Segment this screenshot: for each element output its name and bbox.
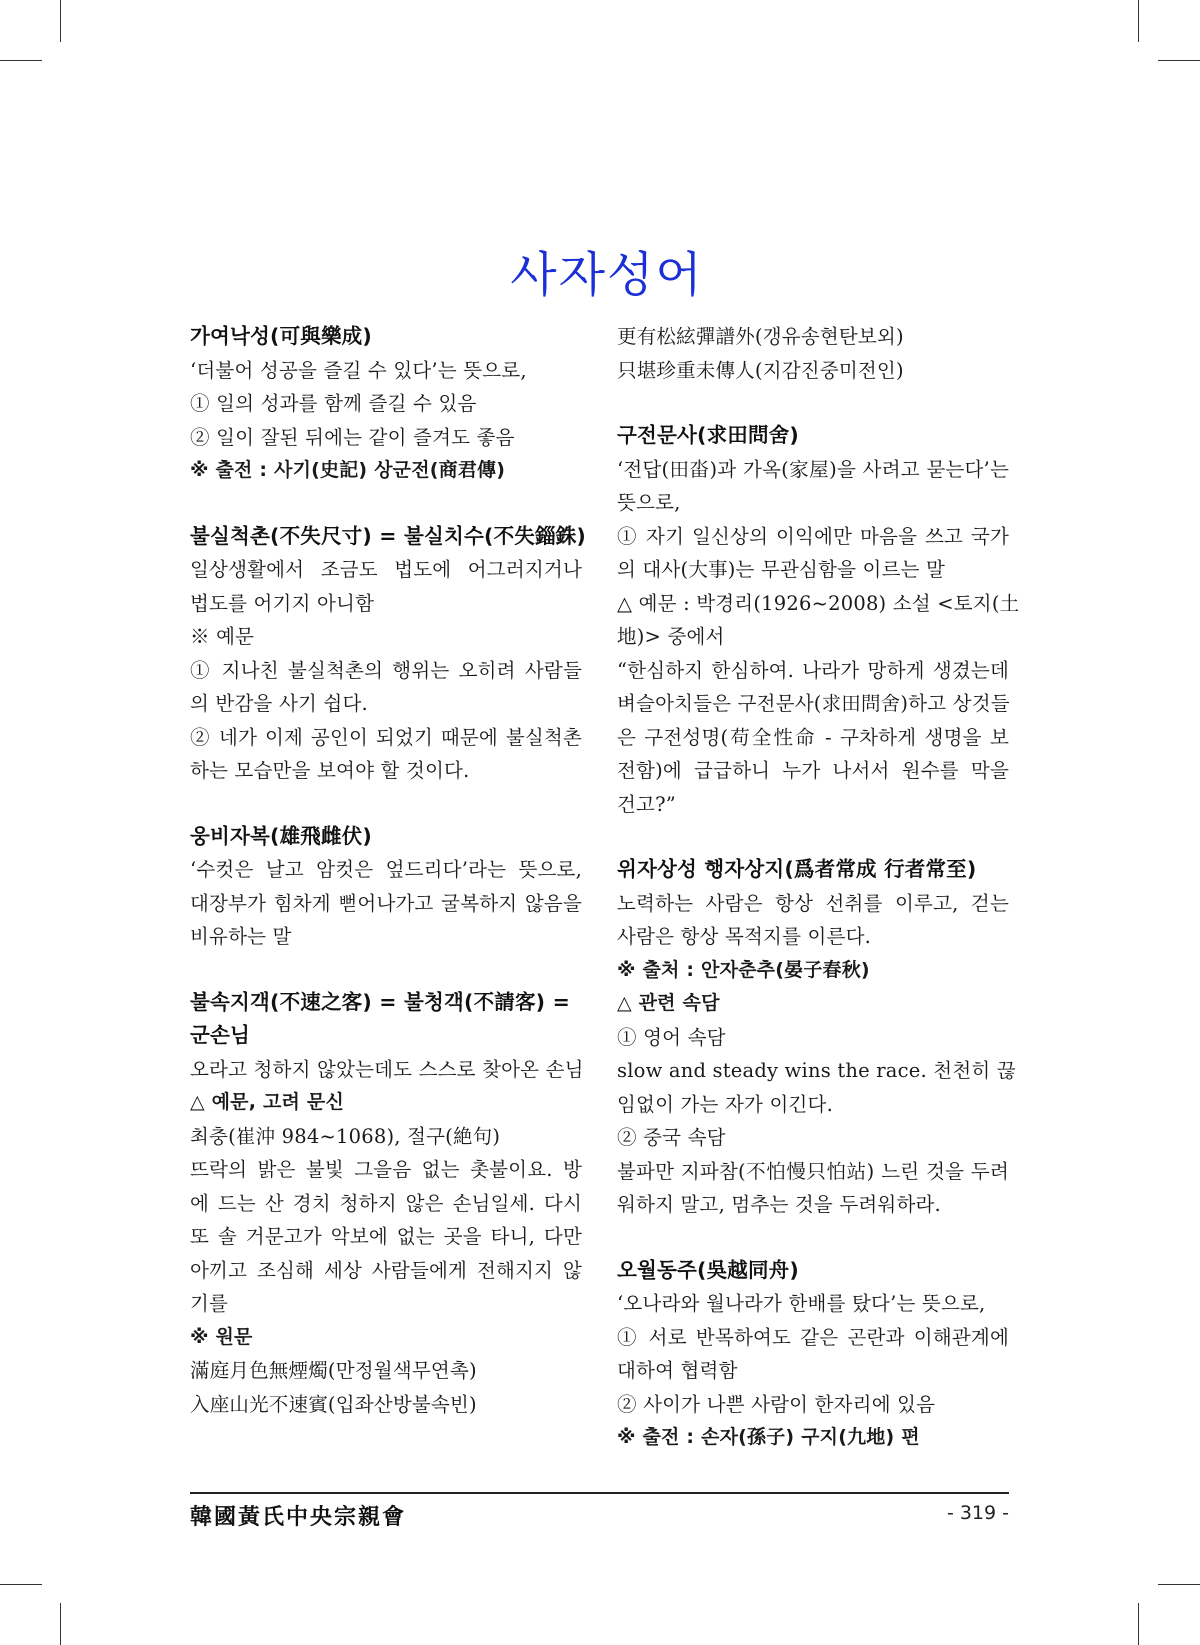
entry [190, 820, 582, 954]
entry-text-line: 불파만 지파참(不怕慢只怕站) 느린 것을 두려 [617, 1159, 1009, 1183]
entry [617, 1254, 1009, 1455]
entry-text-line: ① 자기 일신상의 이익에만 마음을 쓰고 국가 [617, 524, 1009, 548]
entry-heading: 불속지객(不速之客) = 불청객(不請客) = [190, 989, 570, 1014]
page-number: - 319 - [946, 1502, 1009, 1524]
entry-heading-continued: 군손님 [190, 1023, 251, 1047]
entry-heading: 위자상성 행자상지(爲者常成 行者常至) [617, 857, 977, 881]
entry-heading: 가여낙성(可與樂成) [190, 324, 372, 348]
entry [617, 419, 1020, 821]
crop-mark [1158, 60, 1200, 61]
entry-text-line: ① 일의 성과를 함께 즐길 수 있음 [190, 392, 477, 415]
entry-text-line: ‘전답(田畓)과 가옥(家屋)을 사려고 묻는다’는 [617, 457, 1009, 481]
entry-text-line: 건고?” [617, 792, 676, 816]
entry-text-line: 법도를 어기지 아니함 [190, 591, 375, 615]
entry-text-line: 오라고 청하지 않았는데도 스스로 찾아온 손님 [190, 1057, 584, 1081]
entry-text-line: ② 중국 속담 [617, 1126, 726, 1149]
entry-text-line: ※ 예문 [190, 625, 255, 648]
entry-text-line: 뜨락의 밝은 불빛 그을음 없는 촛불이요. 방 [190, 1158, 582, 1181]
entry-text-line: 아끼고 조심해 세상 사람들에게 전해지지 않 [190, 1258, 582, 1282]
footer-divider [190, 1492, 1009, 1494]
crop-mark [1138, 1603, 1139, 1645]
entry-text-line: △ 예문 : 박경리(1926~2008) 소설 <토지(土 [617, 591, 1020, 615]
entry-text-line: ※ 출전 : 손자(孫子) 구지(九地) 편 [617, 1426, 920, 1448]
entry-text-line: ‘수컷은 날고 암컷은 엎드리다’라는 뜻으로, [190, 858, 582, 881]
entry-text-line: △ 예문, 고려 문신 [190, 1091, 344, 1113]
entry [190, 520, 586, 788]
entry-text-line: ① 서로 반목하여도 같은 곤란과 이해관계에 [617, 1325, 1009, 1349]
entry-text-line: ② 일이 잘된 뒤에는 같이 즐겨도 좋음 [190, 425, 515, 449]
entry-text-line: 벼슬아치들은 구전문사(求田問舍)하고 상것들 [617, 692, 1010, 715]
entry-heading: 불실척촌(不失尺寸) = 불실치수(不失錙銖) [190, 523, 586, 548]
entry-text-line: 전함)에 급급하니 누가 나서서 원수를 막을 [617, 759, 1009, 782]
entry-text-line: 워하지 말고, 멈추는 것을 두려워하라. [617, 1193, 941, 1216]
entry-text-line: 비유하는 말 [190, 925, 292, 948]
entry [190, 320, 582, 488]
entry-text-line: 地)> 중에서 [617, 625, 725, 648]
entry-text-line: 최충(崔沖 984~1068), 절구(絶句) [190, 1124, 501, 1148]
entry [617, 320, 1009, 387]
entry-heading: 구전문사(求田問舍) [617, 423, 799, 447]
entry-text-line: 하는 모습만을 보여야 할 것이다. [190, 759, 470, 782]
entry-text-line: ※ 출처 : 안자춘추(晏子春秋) [617, 958, 870, 981]
entry-text-line: 사람은 항상 목적지를 이른다. [617, 925, 872, 948]
crop-mark [0, 60, 42, 61]
entry-text-line: 更有松絃彈譜外(갱유송현탄보외) [617, 325, 904, 348]
crop-mark [0, 1584, 42, 1585]
entry-text-line: 의 대사(大事)는 무관심함을 이르는 말 [617, 558, 946, 581]
entry-text-line: 只堪珍重未傳人(지감진중미전인) [617, 358, 904, 382]
entry-text-line: ※ 원문 [190, 1325, 253, 1348]
entry-text-line: △ 관련 속담 [617, 992, 720, 1014]
left-column [190, 320, 586, 1453]
entry-heading: 웅비자복(雄飛雌伏) [190, 823, 372, 848]
entry-text-line: “한심하지 한심하여. 나라가 망하게 생겼는데 [617, 658, 1009, 682]
entry-text-line: ① 지나친 불실척촌의 행위는 오히려 사람들 [190, 658, 582, 682]
crop-mark [60, 1603, 61, 1645]
entry-text-line: ※ 출전 : 사기(史記) 상군전(商君傳) [190, 459, 506, 481]
entry-text-line: ① 영어 속담 [617, 1025, 726, 1049]
entry-text-line: 또 솔 거문고가 악보에 없는 곳을 타니, 다만 [190, 1225, 582, 1248]
entry-text-line: 滿庭月色無煙燭(만정월색무연촉) [190, 1359, 477, 1382]
crop-mark [60, 0, 61, 42]
entry-text-line: 대하여 협력함 [617, 1359, 738, 1382]
crop-mark [1158, 1584, 1200, 1585]
entry-text-line: ‘더불어 성공을 즐길 수 있다’는 뜻으로, [190, 358, 527, 382]
entry-text-line: 에 드는 산 경치 청하지 않은 손님일세. 다시 [190, 1191, 582, 1215]
entry-text-line: 뜻으로, [617, 491, 681, 514]
entry-text-line: 대장부가 힘차게 뻗어나가고 굴복하지 않음을 [190, 891, 582, 915]
entry-text-line: ‘오나라와 월나라가 한배를 탔다’는 뜻으로, [617, 1292, 986, 1315]
crop-mark [1138, 0, 1139, 42]
entry-heading: 오월동주(吳越同舟) [617, 1257, 799, 1282]
entry-text-line: slow and steady wins the race. 천천히 끊 [617, 1059, 1016, 1082]
entry-text-line: ② 네가 이제 공인이 되었기 때문에 불실척촌 [190, 725, 582, 749]
page-title: 사자성어 [510, 247, 704, 303]
entry-text-line: 임없이 가는 자가 이긴다. [617, 1092, 833, 1116]
entry-text-line: 의 반감을 사기 쉽다. [190, 692, 368, 715]
entry-text-line: 은 구전성명(苟全性命 - 구차하게 생명을 보 [617, 725, 1009, 749]
entry-text-line: 入座山光不速賓(입좌산방불속빈) [190, 1392, 477, 1416]
entry-text-line: ② 사이가 나쁜 사람이 한자리에 있음 [617, 1392, 936, 1416]
entry [190, 986, 582, 1422]
entry-text-line: 기를 [190, 1292, 229, 1315]
footer-organization: 韓國黃氏中央宗親會 [190, 1504, 407, 1530]
entry-text-line: 일상생활에서 조금도 법도에 어그러지거나 [190, 558, 582, 581]
entry-text-line: 노력하는 사람은 항상 선취를 이루고, 걷는 [617, 891, 1009, 915]
right-column [617, 320, 1020, 1487]
entry [617, 853, 1016, 1222]
